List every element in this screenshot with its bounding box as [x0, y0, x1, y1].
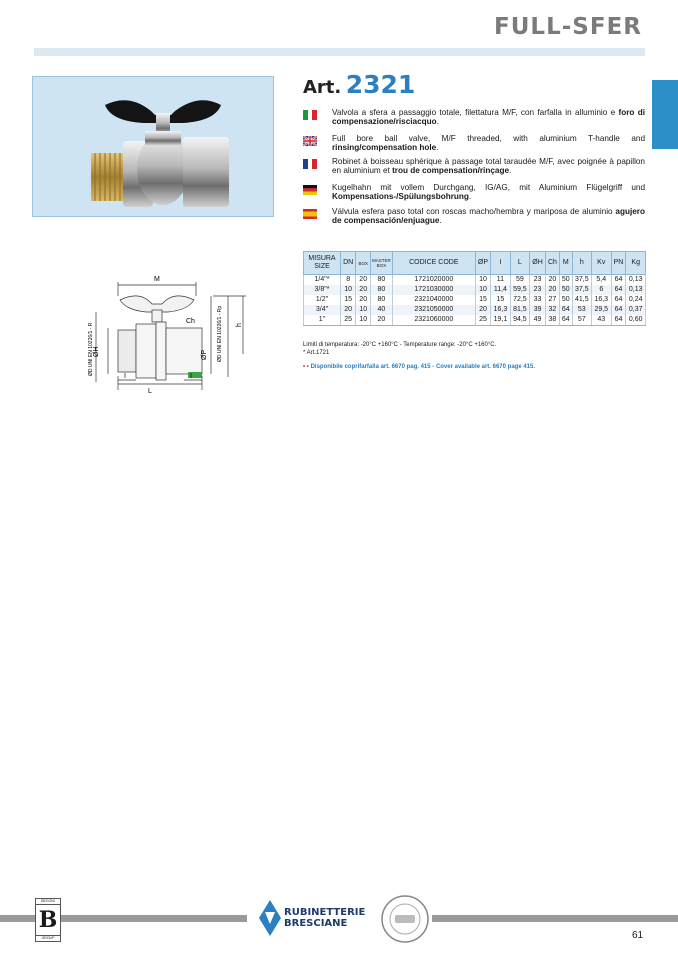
dim-i-left-label: I: [124, 373, 126, 380]
table-header: I: [491, 252, 510, 275]
table-cell: 0,13: [626, 285, 646, 295]
table-cell: 1/2": [304, 295, 341, 305]
table-cell: 64: [611, 275, 626, 286]
group-logo: [35, 898, 61, 942]
table-row: [304, 295, 646, 305]
group-logo-letter: B: [38, 907, 58, 933]
table-cell: 57: [572, 315, 591, 326]
table-cell: 0,24: [626, 295, 646, 305]
footnote: * Art.1721: [303, 350, 330, 356]
table-cell: 64: [559, 305, 572, 315]
description-en: Full bore ball valve, M/F threaded, with aluminium T-handle and rinsing/compensation hole.: [303, 134, 645, 152]
table-cell: 10: [356, 315, 371, 326]
company-name-line2: BRESCIANE: [284, 918, 348, 929]
table-header: DN: [341, 252, 356, 275]
table-cell: 10: [475, 275, 490, 286]
table-cell: 41,5: [572, 295, 591, 305]
table-cell: 23: [530, 275, 546, 286]
table-row: [304, 275, 646, 286]
table-cell: 25: [475, 315, 490, 326]
table-cell: 1": [304, 315, 341, 326]
table-cell: 10: [341, 285, 356, 295]
table-cell: 37,5: [572, 275, 591, 286]
table-cell: 10: [475, 285, 490, 295]
table-cell: 38: [545, 315, 559, 326]
table-header: CODICE CODE: [392, 252, 475, 275]
brand-title: FULL-SFER: [494, 14, 642, 40]
table-cell: 2321040000: [392, 295, 475, 305]
table-header: BOX: [356, 252, 371, 275]
table-cell: 64: [559, 315, 572, 326]
table-cell: 53: [572, 305, 591, 315]
table-header: ØP: [475, 252, 490, 275]
notes: [303, 341, 496, 357]
footer-bar-right: [432, 915, 678, 922]
table-cell: 50: [559, 275, 572, 286]
thread-r-label: ØD UNI EN 10226/1 - R: [88, 322, 94, 376]
table-cell: 20: [545, 275, 559, 286]
table-cell: 64: [611, 315, 626, 326]
table-cell: 23: [530, 285, 546, 295]
table-cell: 15: [475, 295, 490, 305]
table-header: Kg: [626, 252, 646, 275]
availability-note: • • Disponibile coprifarfalla art. 6670 pag. 415 - Cover available art. 6670 page 415.: [303, 364, 535, 370]
dim-h-label: h: [236, 323, 243, 327]
table-cell: 20: [356, 285, 371, 295]
table-cell: 15: [341, 295, 356, 305]
dim-i-right-label: I: [190, 373, 192, 380]
table-cell: 16,3: [491, 305, 510, 315]
table-header: ØH: [530, 252, 546, 275]
table-cell: 32: [545, 305, 559, 315]
table-header-row: [304, 252, 646, 275]
germany-flag-icon: [303, 185, 317, 195]
dim-oh-label: ØH: [93, 346, 100, 357]
table-cell: 64: [611, 305, 626, 315]
table-cell: 5,4: [592, 275, 611, 286]
table-cell: 80: [371, 275, 393, 286]
table-cell: 11: [491, 275, 510, 286]
ball-valve-photo-icon: [33, 77, 273, 216]
section-tab: [652, 80, 678, 149]
table-cell: 1/4"*: [304, 275, 341, 286]
table-cell: 43: [592, 315, 611, 326]
table-cell: 80: [371, 285, 393, 295]
table-cell: 20: [341, 305, 356, 315]
description-de: Kugelhahn mit vollem Durchgang, IG/AG, mit Aluminium Flügelgriff und Kompensations-/Spülungsbohrung.: [303, 183, 645, 201]
table-cell: 37,5: [572, 285, 591, 295]
table-cell: 11,4: [491, 285, 510, 295]
table-header: MASTER BOX: [371, 252, 393, 275]
table-cell: 6: [592, 285, 611, 295]
table-header: Kv: [592, 252, 611, 275]
iso-seal-icon: [380, 894, 430, 944]
page-number: 61: [632, 930, 644, 941]
product-photo: [32, 76, 274, 217]
thread-rp-label: ØD UNI EN 10226/1 - Rp: [217, 305, 223, 362]
company-logo: [258, 898, 368, 938]
table-cell: 72,5: [510, 295, 529, 305]
table-cell: 20: [356, 295, 371, 305]
valve-drawing-icon: [88, 272, 263, 397]
table-cell: 3/8"*: [304, 285, 341, 295]
bullet-icon: •: [306, 364, 309, 370]
table-cell: 80: [371, 295, 393, 305]
table-header: h: [572, 252, 591, 275]
france-flag-icon: [303, 159, 317, 169]
specification-table: [303, 251, 646, 326]
description-fr: Robinet à boisseau sphérique à passage total taraudée M/F, avec poignée à papillon en aluminium et trou de compensation/rinçage.: [303, 157, 645, 175]
description-it: Valvola a sfera a passaggio totale, filettatura M/F, con farfalla in alluminio e foro di compensazione/risciacquo.: [303, 108, 645, 126]
table-row: [304, 315, 646, 326]
technical-drawing: [88, 272, 263, 402]
table-cell: 50: [559, 285, 572, 295]
table-header: PN: [611, 252, 626, 275]
table-cell: 10: [356, 305, 371, 315]
table-cell: 59: [510, 275, 529, 286]
dim-l-label: L: [148, 388, 152, 395]
dim-op-label: ØP: [201, 349, 208, 360]
table-cell: 33: [530, 295, 546, 305]
header-bar: [34, 48, 645, 56]
table-cell: 40: [371, 305, 393, 315]
table-cell: 20: [475, 305, 490, 315]
article-prefix: Art.: [303, 77, 342, 98]
table-cell: 19,1: [491, 315, 510, 326]
spain-flag-icon: [303, 209, 317, 219]
company-name-line1: RUBINETTERIE: [284, 907, 366, 918]
table-cell: 27: [545, 295, 559, 305]
table-cell: 20: [545, 285, 559, 295]
table-cell: 15: [491, 295, 510, 305]
italy-flag-icon: [303, 110, 317, 120]
table-cell: 0,13: [626, 275, 646, 286]
table-cell: 94,5: [510, 315, 529, 326]
group-logo-bottom: GROUP: [36, 935, 60, 941]
company-emblem-icon: [258, 898, 282, 938]
table-row: [304, 285, 646, 295]
description-es: Válvula esfera paso total con roscas macho/hembra y mariposa de aluminio agujero de compensación/enjuague.: [303, 207, 645, 225]
table-cell: 0,60: [626, 315, 646, 326]
table-cell: 20: [356, 275, 371, 286]
temperature-note: Limiti di temperatura: -20°C +160°C - Temperature range: -20°C +160°C.: [303, 342, 497, 348]
table-cell: 2321050000: [392, 305, 475, 315]
group-logo-top: BEGONI: [36, 899, 60, 905]
table-header: Ch: [545, 252, 559, 275]
uk-flag-icon: [303, 136, 317, 146]
article-title: [303, 70, 415, 99]
table-cell: 64: [611, 285, 626, 295]
bullet-icon: •: [303, 364, 306, 370]
iso-certification-seal: [380, 894, 430, 944]
table-cell: 16,3: [592, 295, 611, 305]
table-header: MISURA SIZE: [304, 252, 341, 275]
table-cell: 39: [530, 305, 546, 315]
table-header: L: [510, 252, 529, 275]
table-cell: 81,5: [510, 305, 529, 315]
table-row: [304, 305, 646, 315]
table-header: M: [559, 252, 572, 275]
table-cell: 59,5: [510, 285, 529, 295]
dim-ch-label: Ch: [186, 318, 195, 325]
table-cell: 3/4": [304, 305, 341, 315]
dim-m-label: M: [154, 276, 160, 283]
table-cell: 0,37: [626, 305, 646, 315]
table-cell: 50: [559, 295, 572, 305]
table-cell: 20: [371, 315, 393, 326]
table-cell: 1721030000: [392, 285, 475, 295]
table-cell: 8: [341, 275, 356, 286]
article-number: 2321: [345, 70, 416, 99]
table-cell: 29,5: [592, 305, 611, 315]
table-cell: 64: [611, 295, 626, 305]
table-cell: 49: [530, 315, 546, 326]
table-cell: 1721020000: [392, 275, 475, 286]
table-cell: 25: [341, 315, 356, 326]
table-cell: 2321060000: [392, 315, 475, 326]
